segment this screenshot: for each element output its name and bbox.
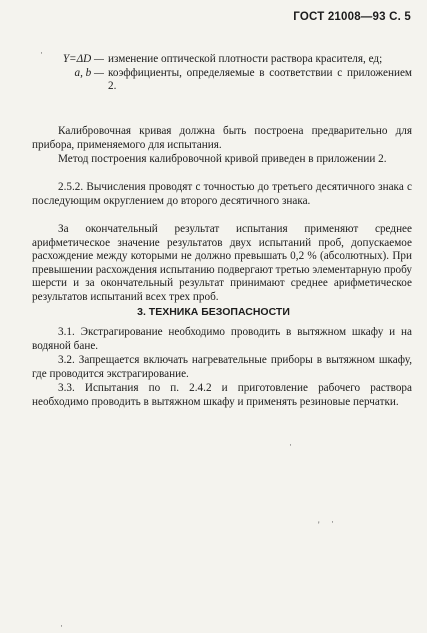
scan-speck: · xyxy=(40,48,43,58)
paragraph-3-2: 3.2. Запрещается включать нагревательные приборы в вытяжном шкафу, где проводится экстрагирование. xyxy=(32,354,412,380)
definition-row xyxy=(52,53,412,67)
scan-speck: · xyxy=(289,440,292,450)
paragraph-3-3: 3.3. Испытания по п. 2.4.2 и приготовление рабочего раствора необходимо проводить в вытяжном шкафу и применять резиновые перчатки. xyxy=(32,382,412,408)
paragraph-calibration-method: Метод построения калибровочной кривой приведен в приложении 2. xyxy=(58,153,387,165)
section-title: 3. ТЕХНИКА БЕЗОПАСНОСТИ xyxy=(137,306,290,318)
definition-text: коэффициенты, определяемые в соответствии с приложением 2. xyxy=(108,66,412,93)
definition-row xyxy=(52,67,412,94)
paragraph-calibration-curve: Калибровочная кривая должна быть построена предварительно для прибора, применяемого для испытания. xyxy=(32,125,412,151)
scan-speck: ' xyxy=(318,520,320,530)
scan-speck: · xyxy=(331,517,334,527)
definition-symbol: Y=ΔD — xyxy=(62,53,104,65)
paragraph-final-result: За окончательный результат испытания применяют среднее арифметическое значение результатов двух испытаний проб, допускаемое расхождение между которыми не должно превышать 0,2 % (абсолютных). При превышении расхождения испытанию подвергают третью элементарную пробу шерсти и за окончательный результат принимают среднее арифметическое результатов испытаний всех трех проб. xyxy=(32,223,412,303)
definition-text: изменение оптической плотности раствора красителя, ед; xyxy=(108,53,383,65)
paragraph-2-5-2: 2.5.2. Вычисления проводят с точностью до третьего десятичного знака с последующим округлением до второго десятичного знака. xyxy=(32,181,412,207)
definition-symbol: a, b — xyxy=(74,66,104,79)
paragraph-3-1: 3.1. Экстрагирование необходимо проводить в вытяжном шкафу и на водяной бане. xyxy=(32,326,412,352)
definitions-list xyxy=(52,53,412,94)
page-header: ГОСТ 21008—93 С. 5 xyxy=(293,11,411,23)
scan-speck: · xyxy=(60,621,63,631)
